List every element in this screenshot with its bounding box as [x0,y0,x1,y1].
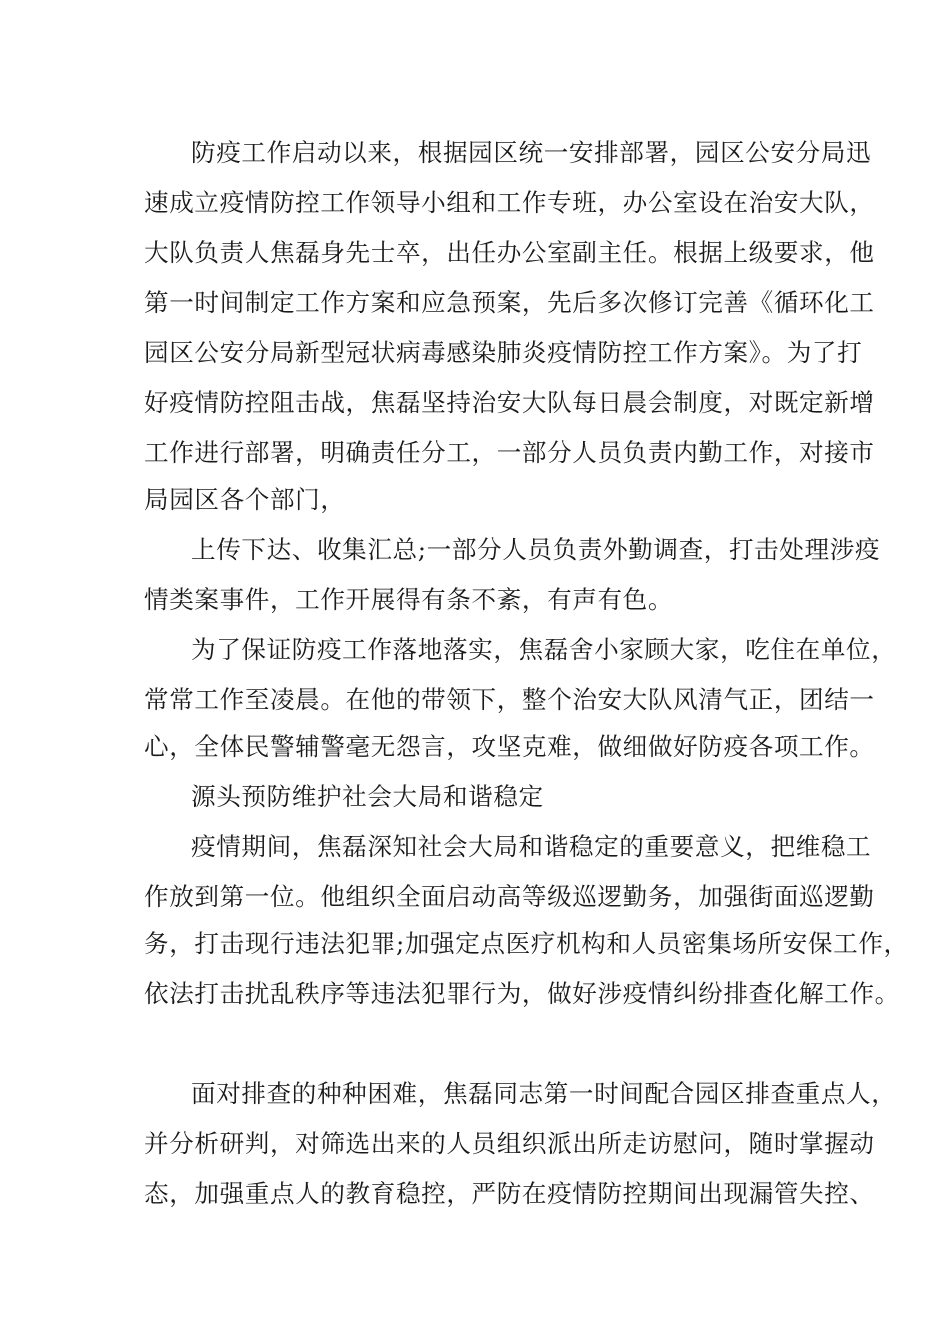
text-line: 务，打击现行违法犯罪;加强定点医疗机构和人员密集场所安保工作， [144,929,909,958]
text-line: 态，加强重点人的教育稳控，严防在疫情防控期间出现漏管失控、 [144,1179,875,1208]
text-line: 大队负责人焦磊身先士卒，出任办公室副主任。根据上级要求，他 [144,238,875,267]
text-line: 依法打击扰乱秩序等违法犯罪行为，做好涉疫情纠纷排查化解工作。 [144,979,900,1008]
text-line: 疫情期间，焦磊深知社会大局和谐稳定的重要意义，把维稳工 [191,832,872,861]
text-line: 园区公安分局新型冠状病毒感染肺炎疫情防控工作方案》。为了打 [144,338,863,367]
text-line: 心，全体民警辅警毫无怨言，攻坚克难，做细做好防疫各项工作。 [144,732,875,761]
text-line: 情类案事件，工作开展得有条不紊，有声有色。 [144,585,674,614]
text-line: 常常工作至凌晨。在他的带领下，整个治安大队风清气正，团结一 [144,685,875,714]
text-line: 好疫情防控阻击战，焦磊坚持治安大队每日晨会制度，对既定新增 [144,388,875,417]
text-line: 第一时间制定工作方案和应急预案，先后多次修订完善《循环化工 [144,288,875,317]
section-heading: 源头预防维护社会大局和谐稳定 [191,782,544,811]
text-line: 速成立疫情防控工作领导小组和工作专班，办公室设在治安大队， [144,188,875,217]
text-line: 工作进行部署，明确责任分工，一部分人员负责内勤工作，对接市 [144,438,875,467]
text-line: 并分析研判，对筛选出来的人员组织派出所走访慰问，随时掌握动 [144,1129,875,1158]
text-line: 面对排查的种种困难，焦磊同志第一时间配合园区排查重点人， [191,1079,897,1108]
text-line: 上传下达、收集汇总;一部分人员负责外勤调查，打击处理涉疫 [191,535,881,564]
text-line: 局园区各个部门， [144,485,346,514]
text-line: 作放到第一位。他组织全面启动高等级巡逻勤务，加强街面巡逻勤 [144,882,875,911]
text-line: 防疫工作启动以来，根据园区统一安排部署，园区公安分局迅 [191,138,872,167]
text-line: 为了保证防疫工作落地落实，焦磊舍小家顾大家，吃住在单位， [191,635,897,664]
